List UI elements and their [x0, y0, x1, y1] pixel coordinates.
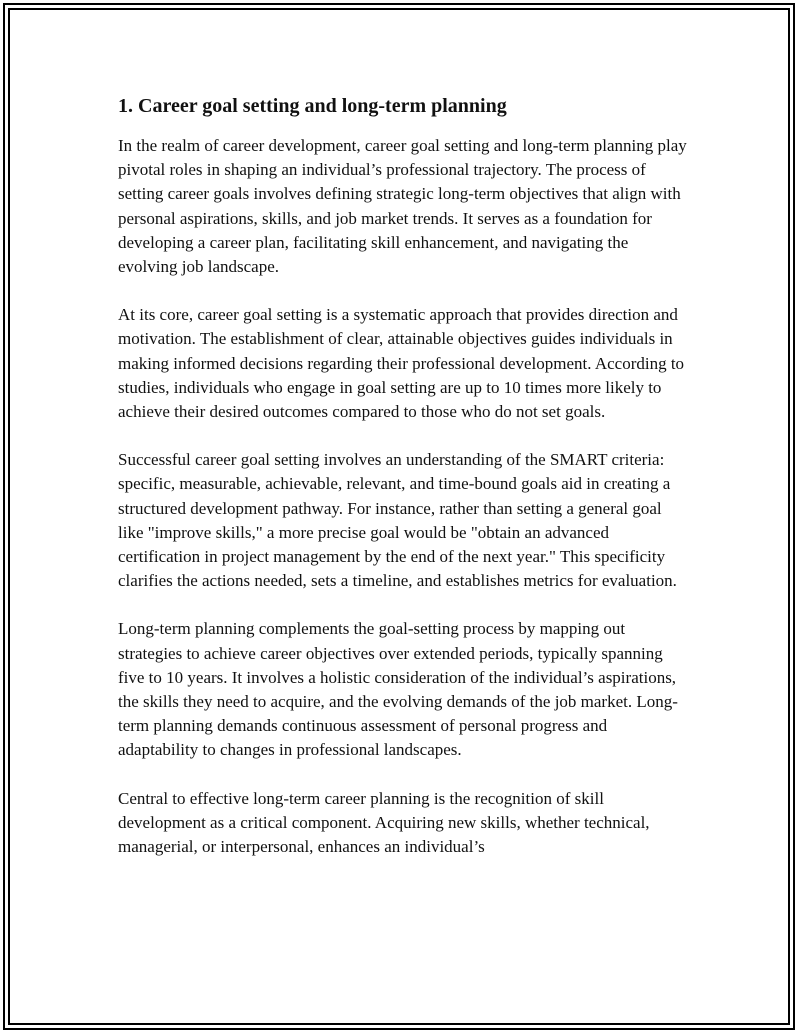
paragraph-5: Central to effective long-term career planning is the recognition of skill development as a critical component. Acquiring new skills, whether technical, managerial, or interpersonal, enhances an individual’s	[118, 788, 650, 857]
document-body	[118, 92, 690, 883]
section-heading: 1. Career goal setting and long-term planning	[118, 95, 507, 117]
paragraph-2: At its core, career goal setting is a systematic approach that provides direction and motivation. The establishment of clear, attainable objectives guides individuals in making informed decisions regarding their professional development. According to studies, individuals who engage in goal setting are up to 10 times more likely to achieve their desired outcomes compared to those who do not set goals.	[118, 305, 685, 422]
paragraph-1: In the realm of career development, career goal setting and long-term planning play pivotal roles in shaping an individual’s professional trajectory. The process of setting career goals involves defining strategic long-term objectives that align with personal aspirations, skills, and job market trends. It serves as a foundation for developing a career plan, facilitating skill enhancement, and navigating the evolving job landscape.	[118, 136, 687, 277]
paragraph-4: Long-term planning complements the goal-setting process by mapping out strategies to achieve career objectives over extended periods, typically spanning five to 10 years. It involves a holistic consideration of the individual’s aspirations, the skills they need to acquire, and the evolving demands of the job market. Long-term planning demands continuous assessment of personal progress and adaptability to changes in professional landscapes.	[118, 619, 678, 760]
paragraph-3: Successful career goal setting involves an understanding of the SMART criteria: specific, measurable, achievable, relevant, and time-bound goals aid in creating a structured development pathway. For instance, rather than setting a general goal like "improve skills," a more precise goal would be "obtain an advanced certification in project management by the end of the next year." This specificity clarifies the actions needed, sets a timeline, and establishes metrics for evaluation.	[118, 450, 677, 591]
